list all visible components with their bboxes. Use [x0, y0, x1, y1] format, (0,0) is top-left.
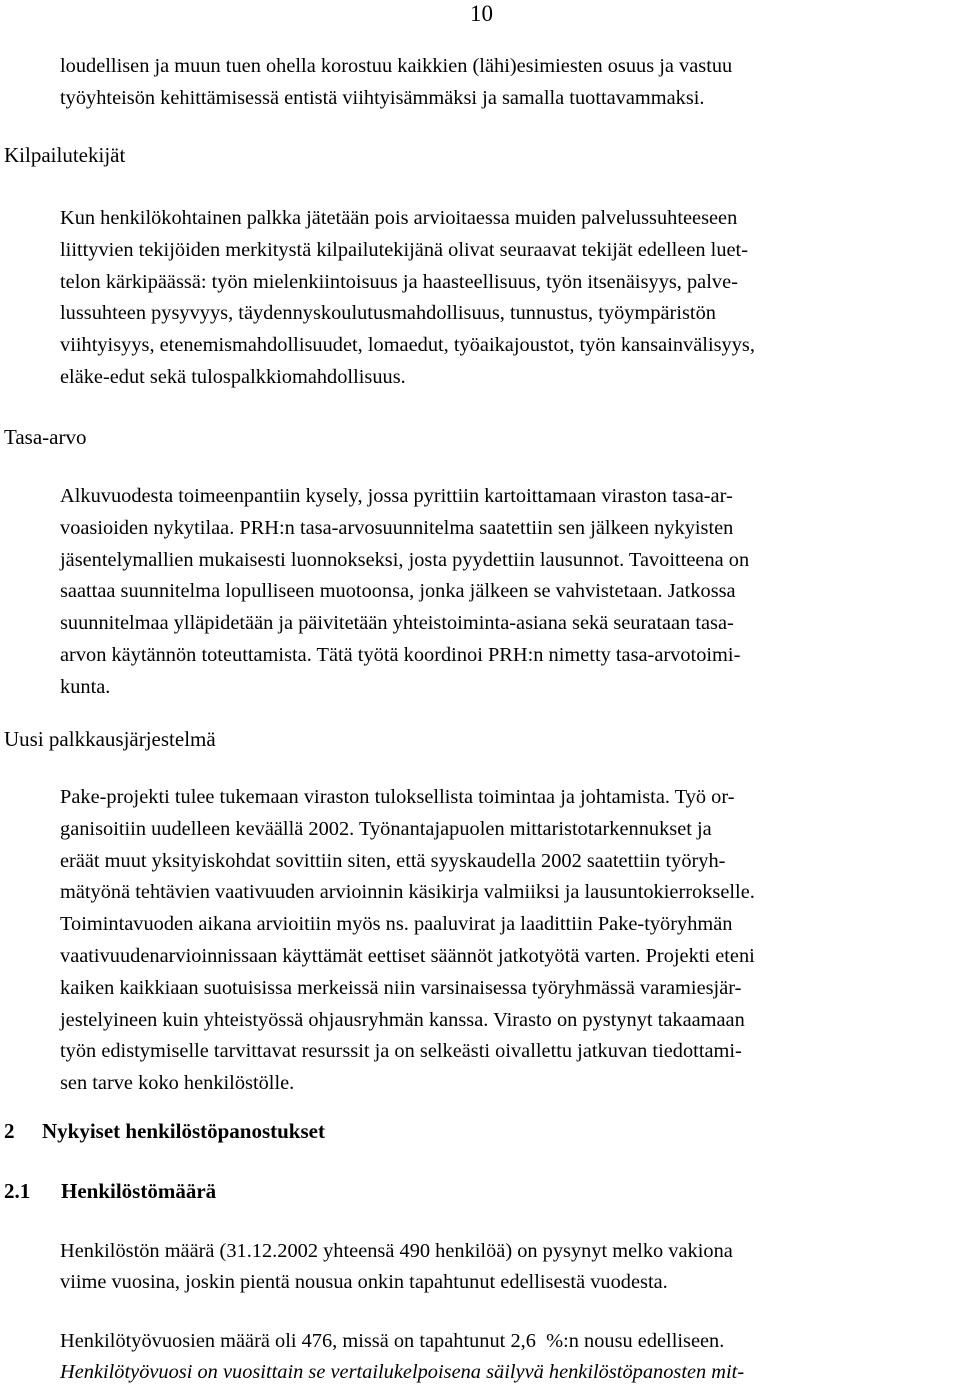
heading-kilpailutekijat: Kilpailutekijät — [4, 143, 126, 167]
text-line: työn edistymiselle tarvittavat resurssit ja on selkeästi oivallettu jatkuvan tiedottami- — [60, 1040, 742, 1063]
text-line: kaiken kaikkiaan suotuisissa merkeissä niin varsinaisessa työryhmässä varamiesjär- — [60, 976, 742, 999]
text-line: suunnitelmaa ylläpidetään ja päivitetään yhteistoiminta-asiana sekä seurataan tasa- — [60, 612, 734, 635]
text-line: mätyönä tehtävien vaativuuden arvioinnin käsikirja valmiiksi ja lausuntokierrokselle. — [60, 881, 755, 904]
text-line: jäsentelymallien mukaisesti luonnokseksi, josta pyydettiin lausunnot. Tavoitteena on — [60, 548, 750, 571]
heading-tasa-arvo: Tasa-arvo — [4, 425, 87, 449]
page-number: 10 — [470, 1, 493, 26]
text-line: Henkilöstön määrä (31.12.2002 yhteensä 490 henkilöä) on pysynyt melko vakiona — [60, 1240, 733, 1262]
text-line: saattaa suunnitelma lopulliseen muotoonsa, jonka jälkeen se vahvistetaan. Jatkossa — [60, 580, 736, 603]
text-line: Henkilötyövuosien määrä oli 476, missä on tapahtunut 2,6 %:n nousu edelliseen. — [60, 1330, 725, 1352]
text-line: Kun henkilökohtainen palkka jätetään pois arvioitaessa muiden palvelussuhteeseen — [60, 207, 738, 229]
section-heading — [4, 1177, 216, 1205]
section-title: Henkilöstömäärä — [61, 1179, 217, 1203]
chapter-title: Nykyiset henkilöstöpanostukset — [42, 1119, 325, 1143]
heading-uusi-palkkausjarjestelma: Uusi palkkausjärjestelmä — [4, 727, 216, 751]
paragraph-palkkausjarjestelma — [60, 782, 960, 1100]
paragraph-henkilostomaara-1 — [60, 1236, 960, 1298]
text-line: työyhteisön kehittämisessä entistä viihtyisämmäksi ja samalla tuottavammaksi. — [60, 86, 705, 109]
intro-paragraph — [60, 51, 960, 115]
text-line: ganisoitiin uudelleen keväällä 2002. Työnantajapuolen mittaristotarkennukset ja — [60, 817, 712, 840]
text-line: arvon käytännön toteuttamista. Tätä työtä koordinoi PRH:n nimetty tasa-arvotoimi- — [60, 643, 741, 666]
text-line: vaativuudenarvioinnissaan käyttämät eettiset säännöt jatkotyötä varten. Projekti eteni — [60, 944, 755, 967]
text-line: Alkuvuodesta toimeenpantiin kysely, jossa pyrittiin kartoittamaan viraston tasa-ar- — [60, 485, 733, 507]
text-line: eläke-edut sekä tulospalkkiomahdollisuus. — [60, 365, 406, 388]
chapter-number: 2 — [4, 1119, 15, 1143]
text-line: voasioiden nykytilaa. PRH:n tasa-arvosuunnitelma saatettiin sen jälkeen nykyisten — [60, 516, 734, 539]
text-line: telon kärkipäässä: työn mielenkiintoisuus ja haasteellisuus, työn itsenäisyys, palve- — [60, 270, 738, 293]
text-line: Toimintavuoden aikana arvioitiin myös ns. paaluvirat ja laadittiin Pake-työryhmän — [60, 913, 733, 936]
text-line: sen tarve koko henkilöstölle. — [60, 1072, 295, 1095]
text-line: loudellisen ja muun tuen ohella korostuu kaikkien (lähi)esimiesten osuus ja vastuu — [60, 55, 733, 77]
paragraph-tasa-arvo — [60, 481, 960, 704]
text-line: lussuhteen pysyvyys, täydennyskoulutusmahdollisuus, tunnustus, työympäristön — [60, 302, 716, 325]
text-line: jestelyineen kuin yhteistyössä ohjausryhmän kanssa. Virasto on pystynyt takaamaan — [60, 1008, 745, 1031]
text-line: viime vuosina, joskin pientä nousua onkin tapahtunut edellisestä vuodesta. — [60, 1271, 668, 1293]
text-line: viihtyisyys, etenemismahdollisuudet, lomaedut, työaikajoustot, työn kansainvälisyys, — [60, 334, 755, 357]
section-number: 2.1 — [4, 1179, 31, 1203]
paragraph-henkilostomaara-2 — [60, 1326, 960, 1357]
text-line: kunta. — [60, 675, 111, 698]
text-line: eräät muut yksityiskohdat sovittiin siten, että syyskaudella 2002 saatettiin työryh- — [60, 849, 726, 872]
text-line: Pake-projekti tulee tukemaan viraston tuloksellista toimintaa ja johtamista. Työ or- — [60, 786, 735, 808]
paragraph-kilpailutekijat — [60, 203, 960, 394]
text-line: Henkilötyövuosi on vuosittain se vertailukelpoisena säilyvä henkilöstöpanosten mit- — [60, 1361, 745, 1383]
paragraph-henkilotyovuosi-italic — [60, 1357, 960, 1388]
text-line: liittyvien tekijöiden merkitystä kilpailutekijänä olivat seuraavat tekijät edelleen luet- — [60, 238, 748, 261]
chapter-heading — [4, 1117, 325, 1145]
